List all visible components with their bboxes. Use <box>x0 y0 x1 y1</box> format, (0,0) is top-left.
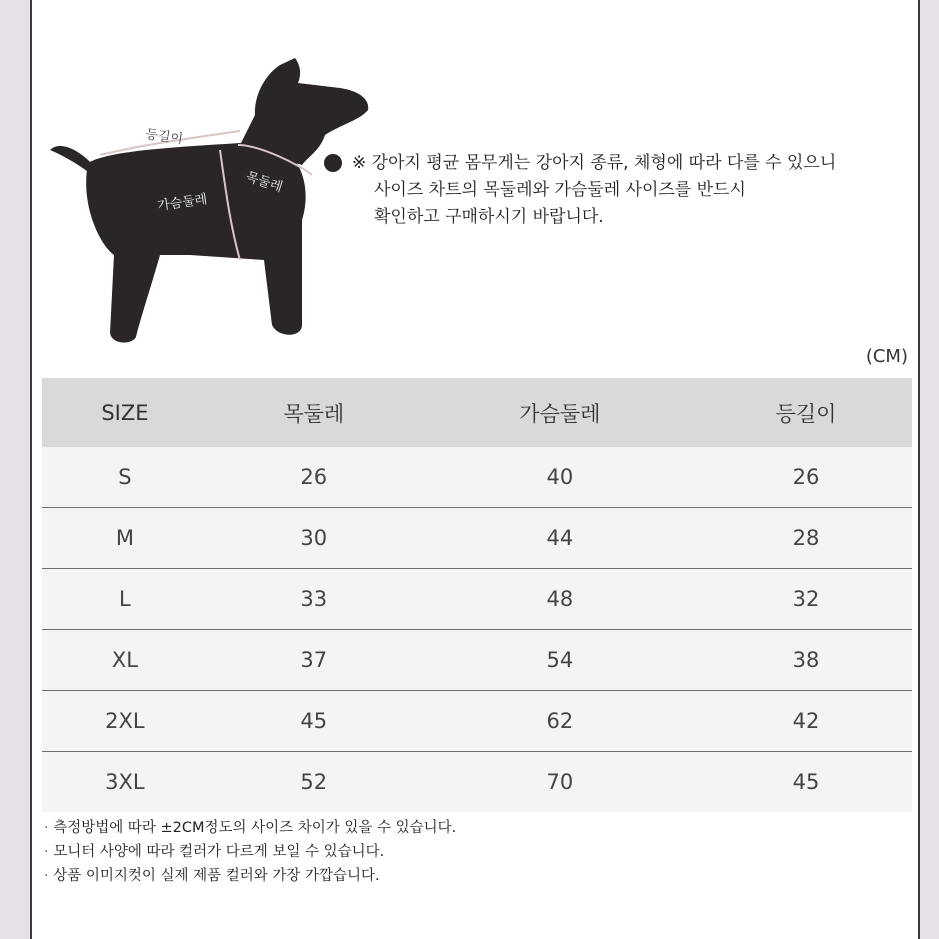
table-cell: 45 <box>700 752 912 813</box>
dog-measurement-diagram <box>40 55 380 345</box>
footnotes <box>44 816 456 888</box>
table-cell: 70 <box>420 752 700 813</box>
footnote-item: · 상품 이미지컷이 실제 제품 컬러와 가장 가깝습니다. <box>44 864 456 888</box>
table-cell: 26 <box>700 447 912 508</box>
table-cell: 52 <box>208 752 420 813</box>
table-cell: XL <box>42 630 208 691</box>
notice-line-2: 사이즈 차트의 목둘레와 가슴둘레 사이즈를 반드시 <box>374 180 746 200</box>
table-cell: 44 <box>420 508 700 569</box>
table-cell: 32 <box>700 569 912 630</box>
size-chart-card <box>30 0 920 939</box>
table-cell: 40 <box>420 447 700 508</box>
table-row <box>42 447 912 508</box>
table-cell: M <box>42 508 208 569</box>
size-notice <box>352 150 836 231</box>
table-cell: 38 <box>700 630 912 691</box>
table-row <box>42 508 912 569</box>
table-row <box>42 630 912 691</box>
table-header-row <box>42 378 912 447</box>
dog-silhouette <box>86 143 305 343</box>
column-header: 목둘레 <box>208 378 420 447</box>
table-row <box>42 691 912 752</box>
table-cell: 26 <box>208 447 420 508</box>
unit-label: (CM) <box>865 346 908 367</box>
column-header: 가슴둘레 <box>420 378 700 447</box>
table-cell: 37 <box>208 630 420 691</box>
table-cell: 62 <box>420 691 700 752</box>
table-cell: L <box>42 569 208 630</box>
chest-label: 가슴둘레 <box>156 192 209 214</box>
notice-line-1: ※ 강아지 평균 몸무게는 강아지 종류, 체형에 따라 다를 수 있으니 <box>352 153 837 173</box>
notice-line-3: 확인하고 구매하시기 바랍니다. <box>374 207 604 227</box>
table-row <box>42 752 912 813</box>
back-length-label: 등길이 <box>144 127 184 148</box>
table-cell: 3XL <box>42 752 208 813</box>
footnote-item: · 모니터 사양에 따라 컬러가 다르게 보일 수 있습니다. <box>44 840 456 864</box>
table-cell: 54 <box>420 630 700 691</box>
table-cell: 2XL <box>42 691 208 752</box>
table-cell: 42 <box>700 691 912 752</box>
table-cell: 33 <box>208 569 420 630</box>
column-header: SIZE <box>42 378 208 447</box>
size-table <box>42 378 912 812</box>
table-cell: S <box>42 447 208 508</box>
column-header: 등길이 <box>700 378 912 447</box>
neck-label: 목둘레 <box>243 169 285 196</box>
table-cell: 45 <box>208 691 420 752</box>
table-cell: 48 <box>420 569 700 630</box>
table-row <box>42 569 912 630</box>
footnote-item: · 측정방법에 따라 ±2CM정도의 사이즈 차이가 있을 수 있습니다. <box>44 816 456 840</box>
table-cell: 28 <box>700 508 912 569</box>
table-cell: 30 <box>208 508 420 569</box>
